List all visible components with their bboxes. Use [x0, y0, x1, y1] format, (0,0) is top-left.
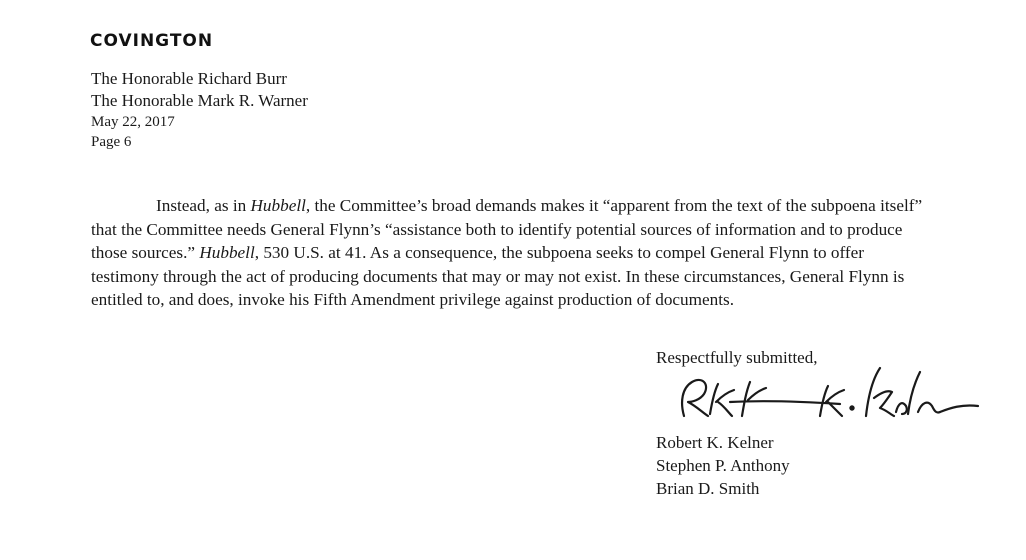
case-name-hubbell-cite: Hubbell [199, 243, 255, 262]
signer-list [656, 431, 790, 500]
closing-salutation: Respectfully submitted, [656, 348, 818, 367]
signer-name: Brian D. Smith [656, 479, 760, 498]
recipient-line-2: The Honorable Mark R. Warner [91, 91, 308, 110]
recipient-line-1: The Honorable Richard Burr [91, 69, 287, 88]
body-text-a: Instead, as in [156, 196, 251, 215]
letterhead-firm-name: COVINGTON [90, 31, 214, 51]
handwritten-signature-icon [670, 358, 990, 438]
body-text-b: , the Committee’s broad demands makes it “apparent from the text of the subpoena itself” that the Committee needs General Flynn’s “assistance both to identify potential sources of information and to produce those sources.” [91, 196, 923, 262]
page-number: Page 6 [91, 134, 132, 150]
body-paragraph [91, 194, 926, 312]
letter-header [91, 68, 308, 152]
signer-name: Robert K. Kelner [656, 433, 774, 452]
case-name-hubbell: Hubbell [250, 196, 306, 215]
body-text-c: , 530 U.S. at 41. As a consequence, the subpoena seeks to compel General Flynn to offer testimony through the act of producing documents that may or may not exist. In these circumstances, General Flynn is entitled to, and does, invoke his Fifth Amendment privilege against production of documents. [91, 243, 905, 309]
letter-date: May 22, 2017 [91, 114, 175, 130]
signer-name: Stephen P. Anthony [656, 456, 790, 475]
